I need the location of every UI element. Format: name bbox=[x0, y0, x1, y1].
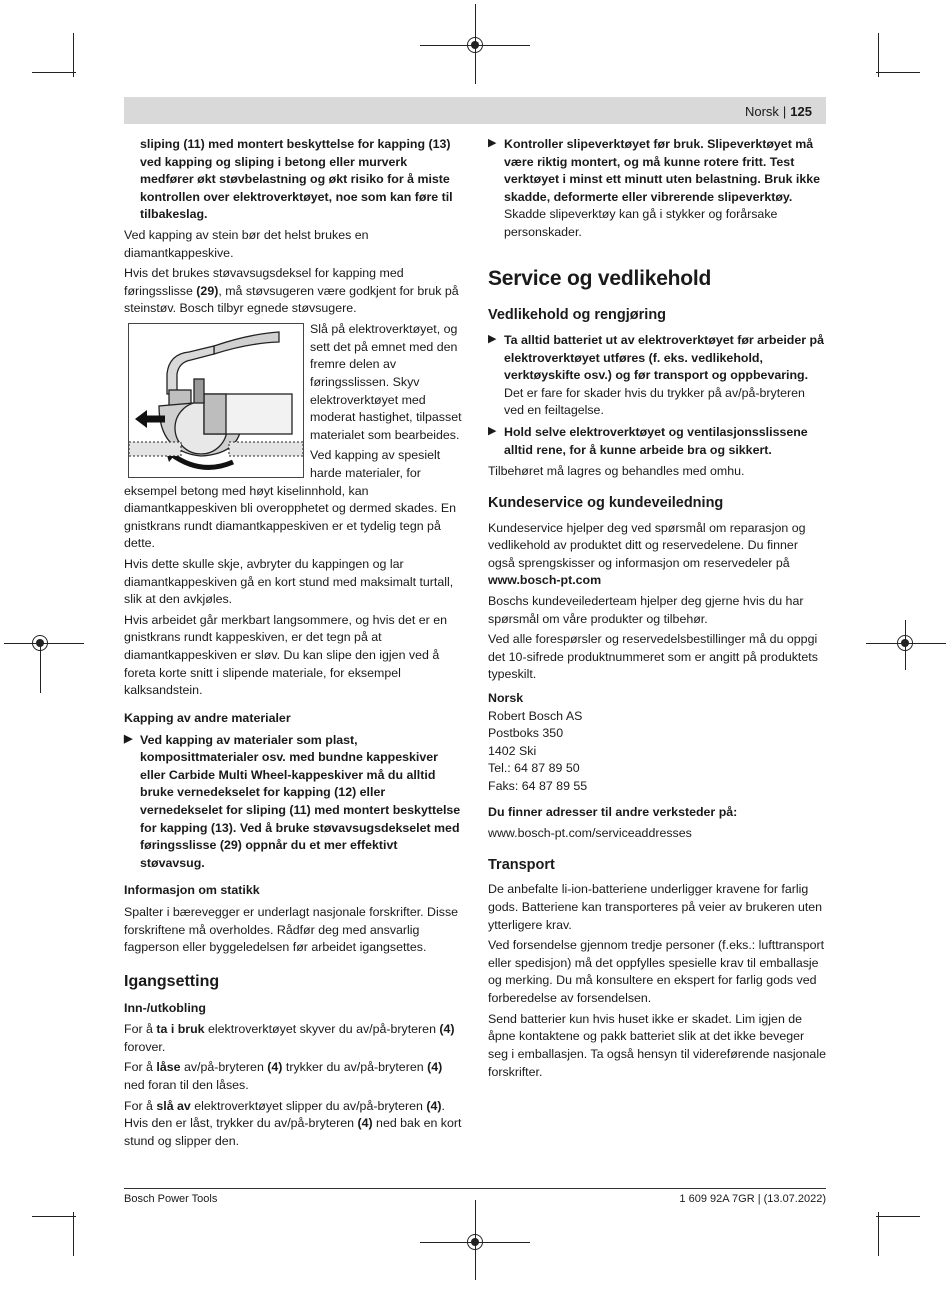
heading-customer-service: Kundeservice og kundeveiledning bbox=[488, 494, 724, 511]
paragraph: Spalter i bærevegger er underlagt nasjonale forskrifter. Disse forskriftene må overholdes. Rådfør deg med ansvarlig fagperson eller byggeledelsen før arbeidet igangsettes. bbox=[124, 904, 459, 955]
crop-mark bbox=[878, 33, 879, 77]
addresses-heading: Du finner adresser til andre verksteder på: bbox=[488, 804, 738, 819]
heading-service: Service og vedlikehold bbox=[488, 266, 712, 290]
footer-brand: Bosch Power Tools bbox=[124, 1193, 218, 1205]
bullet-triangle-icon: ▶ bbox=[488, 137, 497, 149]
paragraph: Send batterier kun hvis huset ikke er skadet. Lim igjen de åpne kontaktene og pakk batteriet slik at det ikke beveger seg i emballasjen. Ta også hensyn til videreførende nasjonale forskrifter. bbox=[488, 1011, 826, 1079]
page-number: 125 bbox=[790, 104, 812, 119]
crop-mark bbox=[32, 1216, 76, 1217]
heading-maintenance: Vedlikehold og rengjøring bbox=[488, 307, 667, 324]
phone: Tel.: 64 87 89 50 bbox=[488, 761, 580, 776]
bosch-url[interactable]: www.bosch-pt.com bbox=[488, 573, 602, 588]
footer-doc-id: 1 609 92A 7GR | (13.07.2022) bbox=[679, 1193, 826, 1205]
footer-rule bbox=[124, 1188, 826, 1189]
paragraph: De anbefalte li-ion-batteriene underligger kravene for farlig gods. Batteriene kan transporteres på veier av brukeren uten ytterligere krav. bbox=[488, 882, 823, 932]
bullet-item: ▶ Ved kapping av materialer som plast, komposittmaterialer osv. med bundne kappeskiver eller Carbide Multi Wheel-kappeskiver må du alltid bruke vernedekselet for kapping (12) eller vernedekselet for sliping (11) med montert beskyttelse for kapping (13). Ved å bruke støvavsugsdekselet med føringsslisse (29) oppnår du et mer effektivt støvavsug. bbox=[124, 732, 461, 870]
address-block bbox=[488, 708, 826, 796]
right-column bbox=[488, 136, 826, 1084]
address-line: Robert Bosch AS bbox=[488, 708, 583, 723]
cutting-illustration bbox=[128, 323, 304, 478]
header-language: Norsk bbox=[744, 104, 779, 119]
paragraph: Tilbehøret må lagres og behandles med omhu. bbox=[488, 464, 745, 479]
bullet-item: ▶ Ta alltid batteriet ut av elektroverktøyet før arbeider på elektroverktøyet utføres (f. eks. vedlikehold, verktøyskifte osv.) og før transport og oppbevaring. Det er fare for skader hvis du trykker på av/på-bryteren ved en feiltagelse. bbox=[488, 333, 824, 418]
crop-mark bbox=[73, 1212, 74, 1256]
bullet-triangle-icon: ▶ bbox=[124, 732, 133, 745]
fax: Faks: 64 87 89 55 bbox=[488, 779, 588, 794]
bullet-item: ▶ Kontroller slipeverktøyet før bruk. Slipeverktøyet må være riktig montert, og må kunne rotere fritt. Test verktøyet i minst ett minutt uten belastning. Bruk ikke skadde, deformerte eller vibrerende slipeverktøy. Skadde slipeverktøy kan gå i stykker og forårsake personskader. bbox=[488, 137, 821, 240]
country-label: Norsk bbox=[488, 690, 524, 705]
heading-start: Igangsetting bbox=[124, 972, 220, 990]
crop-mark bbox=[876, 1216, 920, 1217]
bullet-triangle-icon: ▶ bbox=[488, 425, 497, 438]
service-url[interactable]: www.bosch-pt.com/serviceaddresses bbox=[488, 826, 692, 841]
paragraph: For å ta i bruk elektroverktøyet skyver du av/på-bryteren (4) forover. bbox=[124, 1022, 455, 1054]
crop-mark bbox=[876, 72, 920, 73]
paragraph: Kundeservice hjelper deg ved spørsmål om reparasjon og vedlikehold av produktet ditt og reservedelene. Du finner også sprengskisser og informasjon om reservedeler på bbox=[488, 520, 806, 570]
grinder-with-suction-hood-illustration bbox=[129, 324, 303, 477]
bullet-item: ▶ Hold selve elektroverktøyet og ventilasjonsslissene alltid rene, for å kunne arbeide bra og sikkert. bbox=[488, 425, 808, 457]
address-line: 1402 Ski bbox=[488, 743, 537, 758]
bullet-triangle-icon: ▶ bbox=[488, 333, 497, 346]
address-line: Postboks 350 bbox=[488, 726, 564, 741]
crop-mark bbox=[32, 72, 76, 73]
header-text: Norsk | 125 bbox=[744, 104, 812, 119]
page-header bbox=[124, 97, 826, 124]
paragraph: For å slå av elektroverktøyet slipper du av/på-bryteren (4). Hvis den er låst, trykker du av/på-bryteren (4) ned bak en kort stund og slipper den. bbox=[124, 1098, 462, 1148]
paragraph: Hvis dette skulle skje, avbryter du kappingen og lar diamantkappeskiven gå en kort stund med maksimalt turtall, slik at den avkjøles. bbox=[124, 557, 454, 607]
register-mark-icon bbox=[467, 1234, 483, 1250]
paragraph: Hvis det brukes støvavsugsdeksel for kapping med føringsslisse (29), må støvsugeren være godkjent for bruk på steinstøv. Bosch tilbyr egnede støvsugere. bbox=[124, 266, 459, 316]
heading-statics: Informasjon om statikk bbox=[124, 883, 260, 898]
register-mark-icon bbox=[467, 37, 483, 53]
heading-other-materials: Kapping av andre materialer bbox=[124, 710, 291, 725]
warning-continued: sliping (11) med montert beskyttelse for kapping (13) ved kapping og sliping i betong eller murverk medfører økt støvbelastning og økt risiko for å miste kontrollen over elektroverktøyet, noe som kan føre til tilbakeslag. bbox=[140, 137, 453, 222]
crop-mark bbox=[73, 33, 74, 77]
paragraph: Ved forsendelse gjennom tredje personer (f.eks.: lufttransport eller spedisjon) må det oppfylles spesielle krav til emballasje og merking. Du må konsultere en ekspert for farlig gods ved forberedelse av forsendelsen. bbox=[488, 938, 825, 1006]
paragraph: Ved alle forespørsler og reservedelsbestillinger må du oppgi det 10-sifrede produktnummeret som er angitt på produktets typeskilt. bbox=[488, 632, 818, 682]
crop-mark bbox=[878, 1212, 879, 1256]
heading-on-off: Inn-/utkobling bbox=[124, 1000, 206, 1015]
paragraph: Slå på elektroverktøyet, og sett det på emnet med den fremre delen av føringsslissen. Skyv elektroverktøyet med moderat hastighet, tilpasset materialet som bearbeides. bbox=[310, 322, 462, 442]
paragraph: Hvis arbeidet går merkbart langsommere, og hvis det er en gnistkrans rundt kappeskiven, er det tegn på at diamantkappeskiven er sløv. Du kan slipe den igjen ved å foreta korte snitt i slipende materiale, for eksempel kalksandstein. bbox=[124, 612, 447, 698]
paragraph: Ved kapping av stein bør det helst brukes en diamantkappeskive. bbox=[124, 228, 369, 260]
register-mark-icon bbox=[32, 635, 48, 651]
heading-transport: Transport bbox=[488, 856, 555, 873]
paragraph: Boschs kundeveilederteam hjelper deg gjerne hvis du har spørsmål om våre produkter og tilbehør. bbox=[488, 593, 804, 626]
left-column bbox=[124, 136, 462, 1153]
register-mark-icon bbox=[897, 635, 913, 651]
paragraph: For å låse av/på-bryteren (4) trykker du av/på-bryteren (4) ned foran til den låses. bbox=[124, 1060, 443, 1092]
paragraph: Ved kapping av spesielt harde materialer, for eksempel betong med høyt kiselinnhold, kan diamantkappeskiven bli overopphetet og dermed skades. En gnistkrans rundt diamantkappeskiven er et tydelig tegn på dette. bbox=[124, 448, 457, 551]
